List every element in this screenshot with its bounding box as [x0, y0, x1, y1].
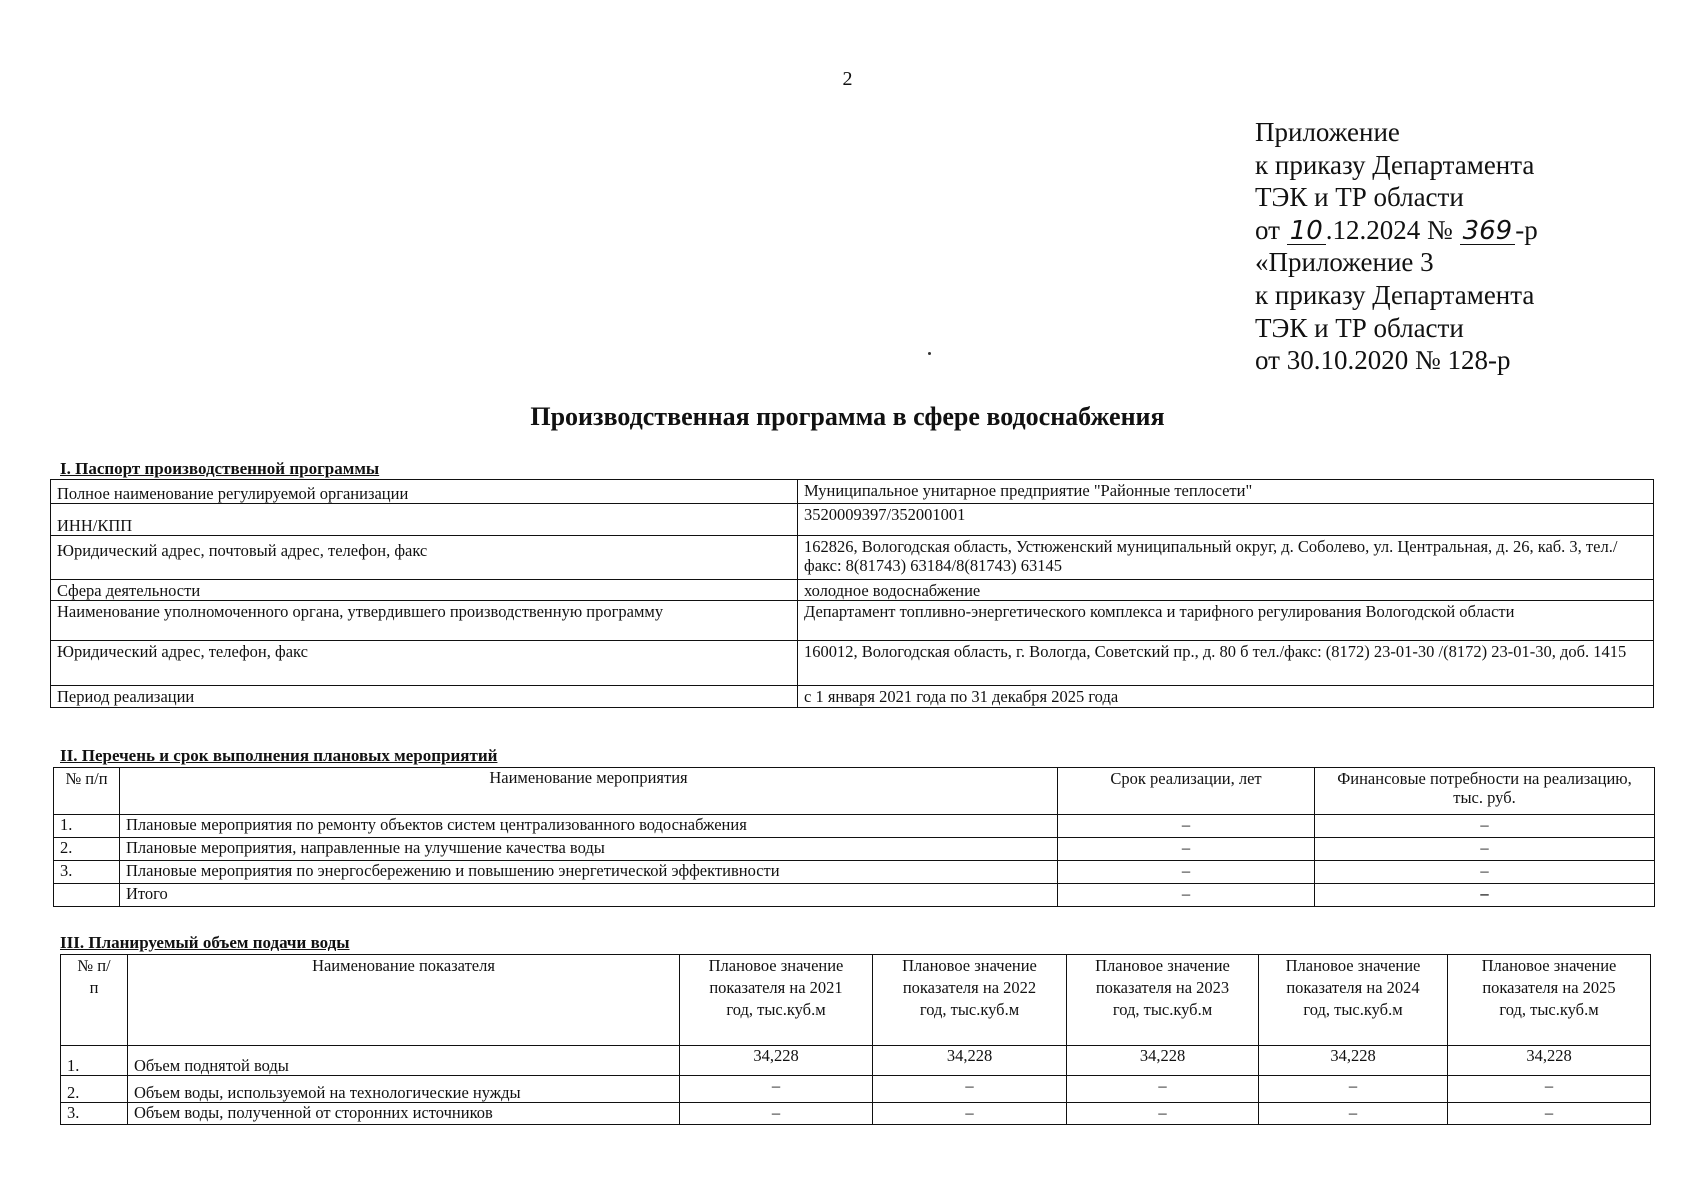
row-finance: –	[1315, 815, 1655, 838]
passport-label: Наименование уполномоченного органа, утвердившего производственную программу	[51, 601, 798, 641]
appendix-line: к приказу Департамента	[1255, 279, 1535, 310]
value-2022: –	[873, 1103, 1067, 1125]
row-finance: –	[1315, 861, 1655, 884]
table-row	[61, 1103, 1651, 1125]
page-number: 2	[842, 68, 853, 90]
header-finance: Финансовые потребности на реализацию, тыс. руб.	[1315, 768, 1655, 815]
table-row	[51, 580, 1654, 601]
value-2025: –	[1448, 1103, 1651, 1125]
header-2022: Плановое значение показателя на 2022 год, тыс.куб.м	[873, 955, 1067, 1046]
scan-dot	[928, 352, 931, 355]
passport-label: Полное наименование регулируемой организации	[51, 480, 798, 504]
row-name: Плановые мероприятия по энергосбережению и повышению энергетической эффективности	[120, 861, 1058, 884]
row-term: –	[1058, 861, 1315, 884]
header-2021: Плановое значение показателя на 2021 год, тыс.куб.м	[680, 955, 873, 1046]
row-name: Объем поднятой воды	[128, 1046, 680, 1076]
row-num: 3.	[61, 1103, 128, 1125]
row-name: Объем воды, используемой на технологические нужды	[128, 1076, 680, 1103]
appendix-line: от 30.10.2020 № 128-р	[1255, 345, 1511, 376]
row-term: –	[1058, 838, 1315, 861]
row-finance: –	[1315, 838, 1655, 861]
header-num: № п/п	[54, 768, 120, 815]
passport-value: с 1 января 2021 года по 31 декабря 2025 года	[798, 686, 1654, 708]
passport-value: 3520009397/352001001	[798, 504, 1654, 536]
value-2024: –	[1259, 1103, 1448, 1125]
passport-label: ИНН/КПП	[51, 504, 798, 536]
measures-table	[53, 767, 1655, 907]
passport-label: Сфера деятельности	[51, 580, 798, 601]
value-2021: 34,228	[680, 1046, 873, 1076]
row-name: Объем воды, полученной от сторонних источников	[128, 1103, 680, 1125]
row-num: 3.	[54, 861, 120, 884]
table-row	[51, 641, 1654, 686]
row-term: –	[1058, 815, 1315, 838]
row-num: 1.	[54, 815, 120, 838]
passport-label: Период реализации	[51, 686, 798, 708]
order-suffix: -р	[1515, 214, 1538, 245]
header-name: Наименование мероприятия	[120, 768, 1058, 815]
appendix-order-line	[1255, 214, 1538, 247]
table-row	[54, 838, 1655, 861]
table-row	[51, 504, 1654, 536]
value-2021: –	[680, 1103, 873, 1125]
section3-heading: III. Планируемый объем подачи воды	[60, 933, 350, 952]
value-2024: 34,228	[1259, 1046, 1448, 1076]
row-name: Плановые мероприятия, направленные на улучшение качества воды	[120, 838, 1058, 861]
row-finance: –	[1315, 884, 1655, 907]
table-row	[51, 536, 1654, 580]
value-2022: –	[873, 1076, 1067, 1103]
row-name: Итого	[120, 884, 1058, 907]
table-row	[54, 884, 1655, 907]
value-2022: 34,228	[873, 1046, 1067, 1076]
table-row	[54, 815, 1655, 838]
row-num: 1.	[61, 1046, 128, 1076]
value-2024: –	[1259, 1076, 1448, 1103]
passport-value: 162826, Вологодская область, Устюженский муниципальный округ, д. Соболево, ул. Центральная, д. 26, каб. 3, тел./факс: 8(81743) 63184/8(81743) 63145	[798, 536, 1654, 580]
header-num: № п/п	[61, 955, 128, 1046]
handwritten-number: 369	[1460, 218, 1516, 245]
order-prefix: от	[1255, 214, 1280, 245]
row-num	[54, 884, 120, 907]
table-row	[61, 1046, 1651, 1076]
appendix-line: к приказу Департамента	[1255, 149, 1535, 180]
appendix-line: ТЭК и ТР области	[1255, 182, 1464, 213]
table-row	[61, 1076, 1651, 1103]
table-header-row	[54, 768, 1655, 815]
order-date: .12.2024 №	[1325, 214, 1453, 245]
value-2023: –	[1067, 1103, 1259, 1125]
value-2023: –	[1067, 1076, 1259, 1103]
appendix-line: Приложение	[1255, 117, 1400, 147]
header-term: Срок реализации, лет	[1058, 768, 1315, 815]
passport-value: Департамент топливно-энергетического комплекса и тарифного регулирования Вологодской области	[798, 601, 1654, 641]
passport-value: холодное водоснабжение	[798, 580, 1654, 601]
row-num: 2.	[61, 1076, 128, 1103]
table-row	[51, 686, 1654, 708]
passport-label: Юридический адрес, телефон, факс	[51, 641, 798, 686]
water-volume-table	[60, 954, 1651, 1125]
table-row	[51, 601, 1654, 641]
row-name: Плановые мероприятия по ремонту объектов систем централизованного водоснабжения	[120, 815, 1058, 838]
passport-label: Юридический адрес, почтовый адрес, телефон, факс	[51, 536, 798, 580]
passport-value: Муниципальное унитарное предприятие "Районные теплосети"	[798, 480, 1654, 504]
appendix-line: «Приложение 3	[1255, 247, 1434, 278]
value-2023: 34,228	[1067, 1046, 1259, 1076]
table-row	[51, 480, 1654, 504]
value-2025: 34,228	[1448, 1046, 1651, 1076]
passport-table	[50, 479, 1654, 708]
passport-value: 160012, Вологодская область, г. Вологда, Советский пр., д. 80 б тел./факс: (8172) 23-01-30 /(8172) 23-01-30, доб. 1415	[798, 641, 1654, 686]
document-title: Производственная программа в сфере водоснабжения	[530, 402, 1165, 431]
appendix-line: ТЭК и ТР области	[1255, 312, 1464, 343]
row-num: 2.	[54, 838, 120, 861]
appendix-block	[1255, 116, 1538, 377]
table-header-row	[61, 955, 1651, 1046]
header-2023: Плановое значение показателя на 2023 год, тыс.куб.м	[1067, 955, 1259, 1046]
value-2021: –	[680, 1076, 873, 1103]
section1-heading: I. Паспорт производственной программы	[60, 459, 380, 478]
section2-heading: II. Перечень и срок выполнения плановых мероприятий	[60, 746, 498, 765]
header-name: Наименование показателя	[128, 955, 680, 1046]
table-row	[54, 861, 1655, 884]
header-2025: Плановое значение показателя на 2025 год, тыс.куб.м	[1448, 955, 1651, 1046]
row-term: –	[1058, 884, 1315, 907]
handwritten-day: 10	[1287, 218, 1326, 245]
header-2024: Плановое значение показателя на 2024 год, тыс.куб.м	[1259, 955, 1448, 1046]
value-2025: –	[1448, 1076, 1651, 1103]
